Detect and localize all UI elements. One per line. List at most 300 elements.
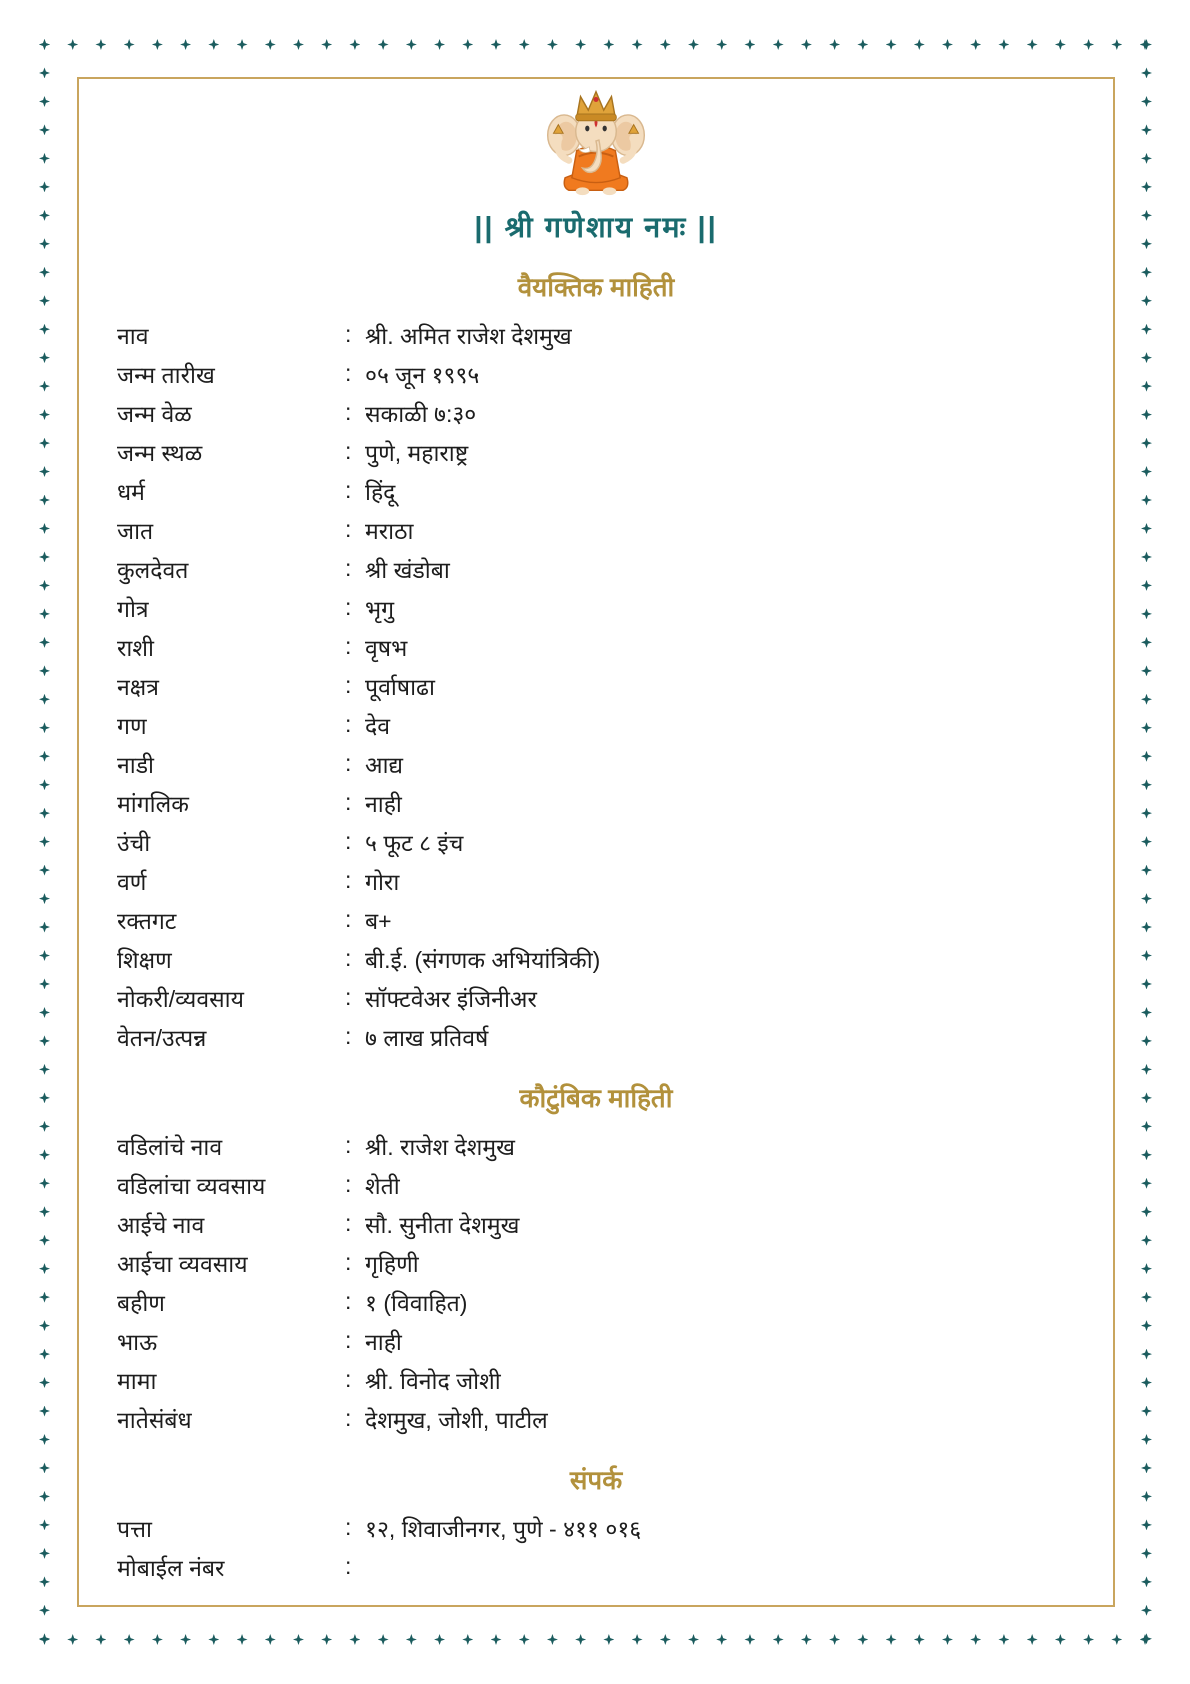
section-rows bbox=[79, 315, 1113, 1056]
diamond-border-top bbox=[39, 39, 1151, 50]
diamond-ornament bbox=[998, 39, 1009, 50]
field-row bbox=[79, 393, 1113, 432]
diamond-ornament bbox=[1111, 1634, 1122, 1645]
diamond-ornament bbox=[1141, 1320, 1152, 1331]
field-row bbox=[79, 510, 1113, 549]
diamond-ornament bbox=[1141, 409, 1152, 420]
diamond-ornament bbox=[39, 1035, 50, 1046]
diamond-ornament bbox=[434, 39, 445, 50]
field-row bbox=[79, 783, 1113, 822]
diamond-ornament bbox=[208, 1634, 219, 1645]
diamond-ornament bbox=[39, 324, 50, 335]
diamond-ornament bbox=[575, 39, 586, 50]
field-row bbox=[79, 978, 1113, 1017]
diamond-ornament bbox=[1141, 722, 1152, 733]
field-separator: : bbox=[345, 1132, 352, 1158]
field-value: पूर्वाषाढा bbox=[365, 673, 435, 700]
field-row bbox=[79, 900, 1113, 939]
field-row bbox=[79, 354, 1113, 393]
diamond-ornament bbox=[39, 922, 50, 933]
diamond-ornament bbox=[660, 39, 671, 50]
diamond-ornament bbox=[39, 352, 50, 363]
diamond-ornament bbox=[1141, 1605, 1152, 1616]
field-label: भाऊ bbox=[117, 1328, 158, 1355]
field-separator: : bbox=[345, 789, 352, 815]
diamond-ornament bbox=[1141, 893, 1152, 904]
field-value: वृषभ bbox=[365, 634, 408, 661]
diamond-ornament bbox=[491, 39, 502, 50]
field-separator: : bbox=[345, 594, 352, 620]
diamond-ornament bbox=[39, 1292, 50, 1303]
diamond-ornament bbox=[829, 1634, 840, 1645]
diamond-ornament bbox=[39, 1605, 50, 1616]
diamond-ornament bbox=[1141, 1633, 1152, 1644]
diamond-ornament bbox=[124, 39, 135, 50]
field-row bbox=[79, 666, 1113, 705]
field-label: नाडी bbox=[117, 751, 154, 778]
diamond-ornament bbox=[1055, 39, 1066, 50]
diamond-ornament bbox=[39, 1406, 50, 1417]
field-row bbox=[79, 1508, 1113, 1547]
diamond-ornament bbox=[1027, 1634, 1038, 1645]
field-separator: : bbox=[345, 1249, 352, 1275]
field-value: शेती bbox=[365, 1172, 400, 1199]
field-label: नोकरी/व्यवसाय bbox=[117, 985, 244, 1012]
field-row bbox=[79, 744, 1113, 783]
diamond-ornament bbox=[39, 722, 50, 733]
diamond-ornament bbox=[575, 1634, 586, 1645]
diamond-ornament bbox=[688, 1634, 699, 1645]
diamond-ornament bbox=[886, 1634, 897, 1645]
diamond-ornament bbox=[1141, 551, 1152, 562]
diamond-ornament bbox=[603, 39, 614, 50]
field-value: सकाळी ७:३० bbox=[365, 400, 477, 427]
field-row bbox=[79, 1017, 1113, 1056]
section-1 bbox=[79, 1082, 1113, 1438]
diamond-ornament bbox=[773, 39, 784, 50]
diamond-ornament bbox=[434, 1634, 445, 1645]
diamond-ornament bbox=[39, 1349, 50, 1360]
diamond-ornament bbox=[1141, 836, 1152, 847]
field-label: नक्षत्र bbox=[117, 673, 159, 700]
diamond-ornament bbox=[491, 1634, 502, 1645]
diamond-ornament bbox=[39, 438, 50, 449]
diamond-ornament bbox=[603, 1634, 614, 1645]
field-row bbox=[79, 588, 1113, 627]
field-label: नातेसंबंध bbox=[117, 1406, 192, 1433]
field-value: आद्य bbox=[365, 751, 403, 778]
field-label: जन्म वेळ bbox=[117, 400, 192, 427]
diamond-ornament bbox=[1141, 580, 1152, 591]
diamond-ornament bbox=[1141, 1263, 1152, 1274]
diamond-ornament bbox=[1141, 665, 1152, 676]
diamond-ornament bbox=[321, 39, 332, 50]
field-separator: : bbox=[345, 516, 352, 542]
field-separator: : bbox=[345, 1405, 352, 1431]
field-row bbox=[79, 861, 1113, 900]
field-separator: : bbox=[345, 828, 352, 854]
diamond-ornament bbox=[1141, 96, 1152, 107]
diamond-ornament bbox=[152, 39, 163, 50]
diamond-ornament bbox=[998, 1634, 1009, 1645]
field-value: श्री खंडोबा bbox=[365, 556, 450, 583]
diamond-ornament bbox=[95, 1634, 106, 1645]
diamond-ornament bbox=[857, 1634, 868, 1645]
field-row bbox=[79, 1165, 1113, 1204]
field-label: जन्म तारीख bbox=[117, 361, 215, 388]
diamond-ornament bbox=[39, 1519, 50, 1530]
field-separator: : bbox=[345, 1327, 352, 1353]
diamond-ornament bbox=[1141, 978, 1152, 989]
diamond-ornament bbox=[39, 1434, 50, 1445]
field-value: १ (विवाहित) bbox=[365, 1289, 468, 1316]
diamond-ornament bbox=[124, 1634, 135, 1645]
diamond-ornament bbox=[1141, 267, 1152, 278]
diamond-ornament bbox=[773, 1634, 784, 1645]
field-separator: : bbox=[345, 984, 352, 1010]
field-value: श्री. विनोद जोशी bbox=[365, 1367, 501, 1394]
diamond-ornament bbox=[406, 1634, 417, 1645]
diamond-ornament bbox=[95, 39, 106, 50]
section-rows bbox=[79, 1508, 1113, 1586]
field-value: गृहिणी bbox=[365, 1250, 419, 1277]
diamond-ornament bbox=[1141, 808, 1152, 819]
diamond-ornament bbox=[293, 1634, 304, 1645]
diamond-ornament bbox=[39, 295, 50, 306]
diamond-ornament bbox=[39, 751, 50, 762]
diamond-ornament bbox=[1141, 1149, 1152, 1160]
diamond-ornament bbox=[180, 39, 191, 50]
field-separator: : bbox=[345, 438, 352, 464]
field-label: गोत्र bbox=[117, 595, 149, 622]
diamond-ornament bbox=[1141, 751, 1152, 762]
diamond-ornament bbox=[39, 694, 50, 705]
diamond-ornament bbox=[39, 808, 50, 819]
section-rows bbox=[79, 1126, 1113, 1438]
diamond-ornament bbox=[39, 267, 50, 278]
field-row bbox=[79, 1547, 1113, 1586]
diamond-ornament bbox=[519, 1634, 530, 1645]
invocation-title: || श्री गणेशाय नमः || bbox=[474, 212, 718, 244]
field-label: मोबाईल नंबर bbox=[117, 1554, 225, 1581]
field-row bbox=[79, 1282, 1113, 1321]
diamond-ornament bbox=[39, 836, 50, 847]
diamond-ornament bbox=[39, 1092, 50, 1103]
diamond-ornament bbox=[970, 39, 981, 50]
field-row bbox=[79, 1399, 1113, 1438]
field-row bbox=[79, 432, 1113, 471]
diamond-ornament bbox=[1141, 39, 1152, 50]
field-separator: : bbox=[345, 555, 352, 581]
diamond-ornament bbox=[801, 39, 812, 50]
field-label: राशी bbox=[117, 634, 154, 661]
field-row bbox=[79, 705, 1113, 744]
field-value: ०५ जून १९९५ bbox=[365, 361, 480, 388]
diamond-ornament bbox=[1141, 238, 1152, 249]
field-label: पत्ता bbox=[117, 1515, 152, 1542]
section-heading: कौटुंबिक माहिती bbox=[519, 1083, 673, 1113]
diamond-ornament bbox=[1141, 1406, 1152, 1417]
field-separator: : bbox=[345, 1210, 352, 1236]
field-value: भृगु bbox=[365, 595, 395, 622]
diamond-ornament bbox=[547, 1634, 558, 1645]
diamond-ornament bbox=[39, 1320, 50, 1331]
diamond-ornament bbox=[1141, 608, 1152, 619]
diamond-ornament bbox=[1141, 67, 1152, 78]
diamond-ornament bbox=[39, 580, 50, 591]
field-row bbox=[79, 1360, 1113, 1399]
diamond-ornament bbox=[39, 1121, 50, 1132]
diamond-ornament bbox=[349, 39, 360, 50]
section-heading: वैयक्तिक माहिती bbox=[517, 272, 675, 302]
diamond-ornament bbox=[39, 124, 50, 135]
diamond-ornament bbox=[39, 1206, 50, 1217]
field-separator: : bbox=[345, 477, 352, 503]
diamond-ornament bbox=[39, 637, 50, 648]
diamond-ornament bbox=[39, 523, 50, 534]
field-separator: : bbox=[345, 399, 352, 425]
diamond-border-left bbox=[39, 39, 50, 1645]
diamond-ornament bbox=[265, 1634, 276, 1645]
diamond-ornament bbox=[39, 39, 50, 50]
diamond-ornament bbox=[39, 466, 50, 477]
field-separator: : bbox=[345, 1171, 352, 1197]
diamond-ornament bbox=[1111, 39, 1122, 50]
diamond-ornament bbox=[39, 1235, 50, 1246]
diamond-ornament bbox=[39, 1633, 50, 1644]
field-row bbox=[79, 627, 1113, 666]
field-value: देव bbox=[365, 712, 391, 739]
diamond-ornament bbox=[1141, 1434, 1152, 1445]
field-value: गोरा bbox=[365, 868, 400, 895]
diamond-ornament bbox=[1141, 523, 1152, 534]
field-separator: : bbox=[345, 1023, 352, 1049]
section-0 bbox=[79, 271, 1113, 1056]
diamond-ornament bbox=[1141, 466, 1152, 477]
field-separator: : bbox=[345, 867, 352, 893]
diamond-ornament bbox=[39, 865, 50, 876]
field-label: रक्तगट bbox=[117, 907, 177, 934]
field-label: शिक्षण bbox=[117, 946, 172, 973]
diamond-ornament bbox=[39, 1064, 50, 1075]
field-separator: : bbox=[345, 360, 352, 386]
diamond-ornament bbox=[39, 381, 50, 392]
field-label: धर्म bbox=[117, 478, 145, 505]
diamond-ornament bbox=[39, 96, 50, 107]
diamond-ornament bbox=[208, 39, 219, 50]
diamond-ornament bbox=[970, 1634, 981, 1645]
field-value: बी.ई. (संगणक अभियांत्रिकी) bbox=[365, 946, 601, 973]
field-value: मराठा bbox=[365, 517, 414, 544]
field-label: वडिलांचा व्यवसाय bbox=[117, 1172, 266, 1199]
diamond-ornament bbox=[1141, 1007, 1152, 1018]
diamond-ornament bbox=[39, 1149, 50, 1160]
diamond-ornament bbox=[39, 181, 50, 192]
section-heading: संपर्क bbox=[569, 1465, 623, 1495]
ganesh-illustration bbox=[79, 85, 1113, 199]
diamond-ornament bbox=[1141, 1092, 1152, 1103]
diamond-ornament bbox=[39, 978, 50, 989]
field-row bbox=[79, 822, 1113, 861]
diamond-ornament bbox=[1141, 865, 1152, 876]
diamond-ornament bbox=[1141, 124, 1152, 135]
diamond-ornament bbox=[237, 1634, 248, 1645]
diamond-ornament bbox=[1141, 1349, 1152, 1360]
diamond-ornament bbox=[39, 1462, 50, 1473]
diamond-ornament bbox=[1141, 1235, 1152, 1246]
field-separator: : bbox=[345, 906, 352, 932]
diamond-border-bottom bbox=[39, 1634, 1151, 1645]
diamond-ornament bbox=[1141, 779, 1152, 790]
diamond-ornament bbox=[39, 551, 50, 562]
diamond-ornament bbox=[39, 1263, 50, 1274]
field-value: ब+ bbox=[365, 907, 392, 934]
diamond-ornament bbox=[1141, 381, 1152, 392]
field-label: जात bbox=[117, 517, 154, 544]
field-separator: : bbox=[345, 1553, 352, 1579]
diamond-ornament bbox=[1141, 1064, 1152, 1075]
diamond-ornament bbox=[1141, 1491, 1152, 1502]
field-separator: : bbox=[345, 1288, 352, 1314]
field-value: ७ लाख प्रतिवर्ष bbox=[365, 1024, 489, 1051]
diamond-ornament bbox=[1141, 1292, 1152, 1303]
diamond-ornament bbox=[1055, 1634, 1066, 1645]
diamond-ornament bbox=[39, 1178, 50, 1189]
diamond-ornament bbox=[519, 39, 530, 50]
diamond-ornament bbox=[1141, 1548, 1152, 1559]
diamond-ornament bbox=[547, 39, 558, 50]
diamond-ornament bbox=[39, 1576, 50, 1587]
diamond-ornament bbox=[1141, 153, 1152, 164]
field-row bbox=[79, 939, 1113, 978]
field-label: मांगलिक bbox=[117, 790, 189, 817]
field-separator: : bbox=[345, 672, 352, 698]
field-label: नाव bbox=[117, 322, 149, 349]
field-row bbox=[79, 1321, 1113, 1360]
field-label: वर्ण bbox=[117, 868, 147, 895]
golden-frame bbox=[77, 77, 1115, 1607]
diamond-ornament bbox=[716, 39, 727, 50]
field-value: देशमुख, जोशी, पाटील bbox=[365, 1406, 548, 1433]
diamond-ornament bbox=[829, 39, 840, 50]
diamond-ornament bbox=[378, 1634, 389, 1645]
diamond-ornament bbox=[462, 1634, 473, 1645]
section-2 bbox=[79, 1464, 1113, 1586]
field-label: उंची bbox=[117, 829, 151, 856]
diamond-ornament bbox=[39, 608, 50, 619]
field-row bbox=[79, 549, 1113, 588]
diamond-ornament bbox=[1141, 1035, 1152, 1046]
diamond-ornament bbox=[39, 238, 50, 249]
field-value: नाही bbox=[365, 1328, 402, 1355]
field-label: आईचे नाव bbox=[117, 1211, 205, 1238]
field-label: बहीण bbox=[117, 1289, 165, 1316]
diamond-ornament bbox=[1141, 1576, 1152, 1587]
diamond-ornament bbox=[1141, 694, 1152, 705]
diamond-ornament bbox=[406, 39, 417, 50]
diamond-ornament bbox=[1141, 352, 1152, 363]
diamond-ornament bbox=[1141, 210, 1152, 221]
diamond-ornament bbox=[321, 1634, 332, 1645]
diamond-ornament bbox=[914, 39, 925, 50]
diamond-ornament bbox=[1141, 324, 1152, 335]
diamond-ornament bbox=[1141, 1121, 1152, 1132]
diamond-ornament bbox=[1141, 181, 1152, 192]
diamond-ornament bbox=[942, 39, 953, 50]
field-row bbox=[79, 1243, 1113, 1282]
diamond-ornament bbox=[1027, 39, 1038, 50]
field-row bbox=[79, 315, 1113, 354]
diamond-ornament bbox=[744, 39, 755, 50]
diamond-border-right bbox=[1141, 39, 1152, 1645]
diamond-ornament bbox=[378, 39, 389, 50]
diamond-ornament bbox=[39, 893, 50, 904]
diamond-ornament bbox=[152, 1634, 163, 1645]
diamond-ornament bbox=[1083, 39, 1094, 50]
diamond-ornament bbox=[39, 409, 50, 420]
diamond-ornament bbox=[1141, 922, 1152, 933]
biodata-sections bbox=[79, 271, 1113, 1586]
field-row bbox=[79, 1126, 1113, 1165]
diamond-ornament bbox=[1141, 1377, 1152, 1388]
field-value: श्री. अमित राजेश देशमुख bbox=[365, 322, 572, 349]
field-separator: : bbox=[345, 945, 352, 971]
diamond-ornament bbox=[39, 950, 50, 961]
diamond-ornament bbox=[265, 39, 276, 50]
field-value: सौ. सुनीता देशमुख bbox=[365, 1211, 520, 1238]
field-separator: : bbox=[345, 1366, 352, 1392]
diamond-ornament bbox=[1141, 1519, 1152, 1530]
diamond-ornament bbox=[39, 67, 50, 78]
diamond-ornament bbox=[1141, 295, 1152, 306]
diamond-ornament bbox=[39, 495, 50, 506]
diamond-ornament bbox=[1141, 1178, 1152, 1189]
diamond-ornament bbox=[914, 1634, 925, 1645]
diamond-ornament bbox=[39, 1491, 50, 1502]
diamond-ornament bbox=[660, 1634, 671, 1645]
field-label: जन्म स्थळ bbox=[117, 439, 203, 466]
diamond-ornament bbox=[39, 779, 50, 790]
field-separator: : bbox=[345, 711, 352, 737]
diamond-ornament bbox=[1141, 1206, 1152, 1217]
diamond-ornament bbox=[1141, 637, 1152, 648]
field-row bbox=[79, 1204, 1113, 1243]
field-value: सॉफ्टवेअर इंजिनीअर bbox=[365, 985, 537, 1012]
diamond-ornament bbox=[1141, 1462, 1152, 1473]
diamond-ornament bbox=[39, 1548, 50, 1559]
diamond-ornament bbox=[886, 39, 897, 50]
diamond-ornament bbox=[801, 1634, 812, 1645]
diamond-ornament bbox=[632, 1634, 643, 1645]
field-value: नाही bbox=[365, 790, 402, 817]
diamond-ornament bbox=[237, 39, 248, 50]
diamond-ornament bbox=[857, 39, 868, 50]
field-value: १२, शिवाजीनगर, पुणे - ४११ ०१६ bbox=[365, 1515, 642, 1542]
diamond-ornament bbox=[293, 39, 304, 50]
field-value: हिंदू bbox=[365, 478, 396, 505]
field-value: ५ फूट ८ इंच bbox=[365, 829, 464, 856]
diamond-ornament bbox=[632, 39, 643, 50]
diamond-ornament bbox=[39, 153, 50, 164]
field-value: पुणे, महाराष्ट्र bbox=[365, 439, 469, 466]
field-separator: : bbox=[345, 750, 352, 776]
diamond-ornament bbox=[716, 1634, 727, 1645]
diamond-ornament bbox=[1141, 950, 1152, 961]
diamond-ornament bbox=[67, 1634, 78, 1645]
diamond-ornament bbox=[39, 1007, 50, 1018]
diamond-ornament bbox=[1083, 1634, 1094, 1645]
diamond-ornament bbox=[39, 210, 50, 221]
